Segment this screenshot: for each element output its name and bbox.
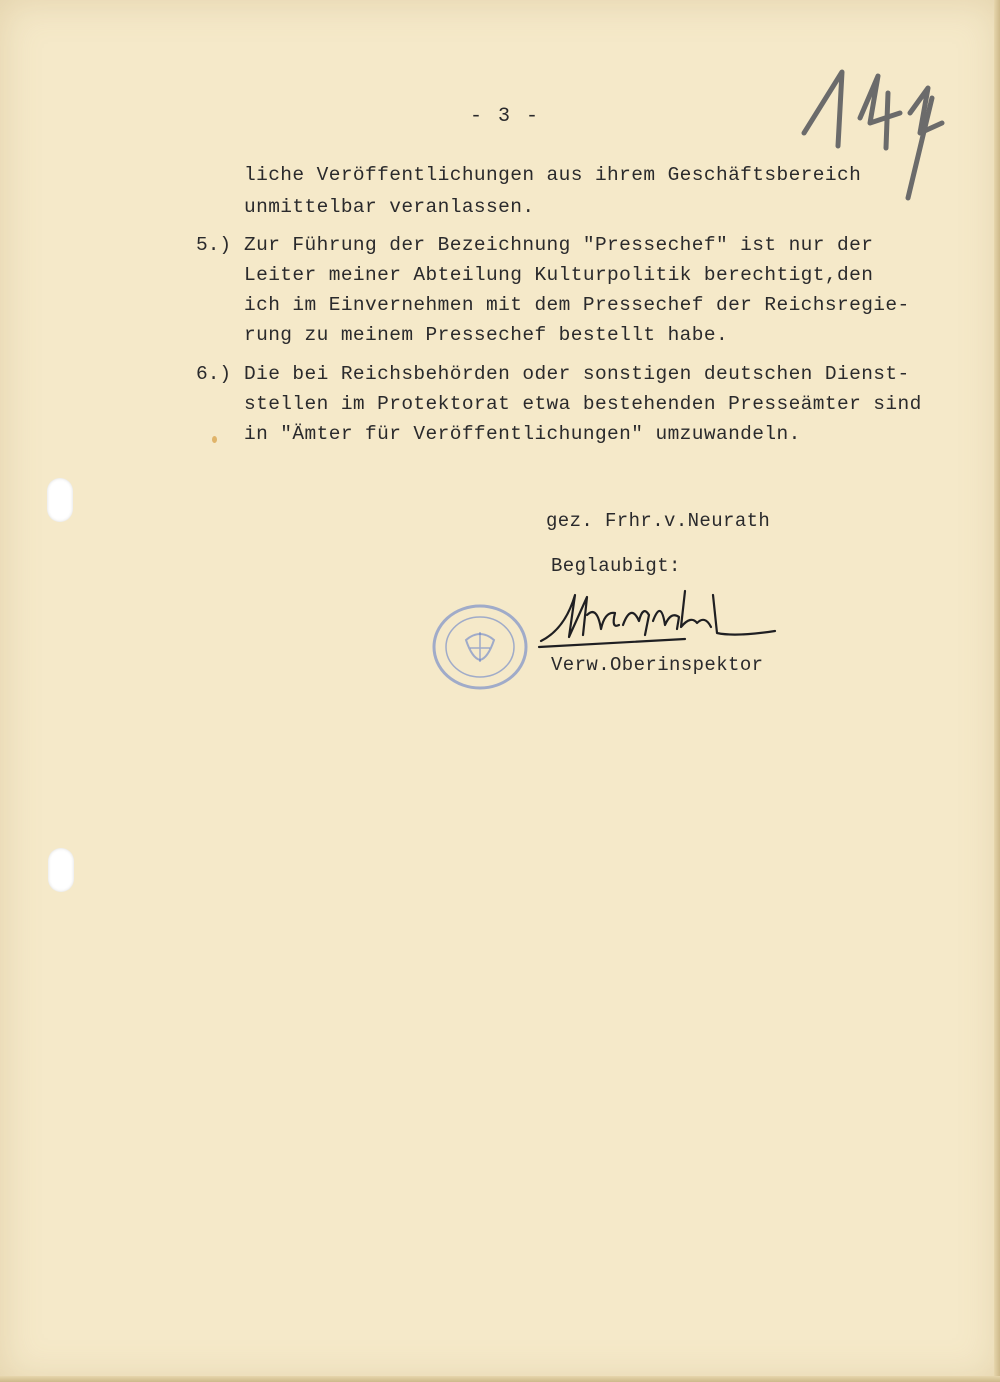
page-number: - 3 - (470, 105, 541, 128)
continuation-line: unmittelbar veranlassen. (244, 196, 535, 218)
item6-line: Die bei Reichsbehörden oder sonstigen deutschen Dienst- (244, 363, 910, 385)
paper-edge-right (994, 0, 1000, 1382)
paper-edge-bottom (0, 1376, 1000, 1382)
paper-speck (212, 436, 217, 443)
item6-line: stellen im Protektorat etwa bestehenden Presseämter sind (244, 393, 922, 415)
item5-line: Zur Führung der Bezeichnung "Pressechef" ist nur der (244, 234, 874, 256)
certified-label: Beglaubigt: (551, 555, 681, 577)
item5-line: Leiter meiner Abteilung Kulturpolitik berechtigt,den (244, 264, 874, 286)
item6-line: in "Ämter für Veröffentlichungen" umzuwandeln. (244, 423, 801, 445)
item-number: 6.) (196, 363, 232, 385)
item5-line: ich im Einvernehmen mit dem Pressechef der Reichsregie- (244, 294, 910, 316)
signed-by-line: gez. Frhr.v.Neurath (546, 510, 771, 532)
official-title: Verw.Oberinspektor (551, 654, 764, 676)
handwritten-signature (535, 585, 785, 655)
punch-hole-bottom (48, 848, 74, 892)
item-number: 5.) (196, 234, 232, 256)
official-stamp (428, 600, 533, 695)
item5-line: rung zu meinem Pressechef bestellt habe. (244, 324, 729, 346)
continuation-line: liche Veröffentlichungen aus ihrem Geschäftsbereich (244, 164, 862, 186)
punch-hole-top (47, 478, 73, 522)
